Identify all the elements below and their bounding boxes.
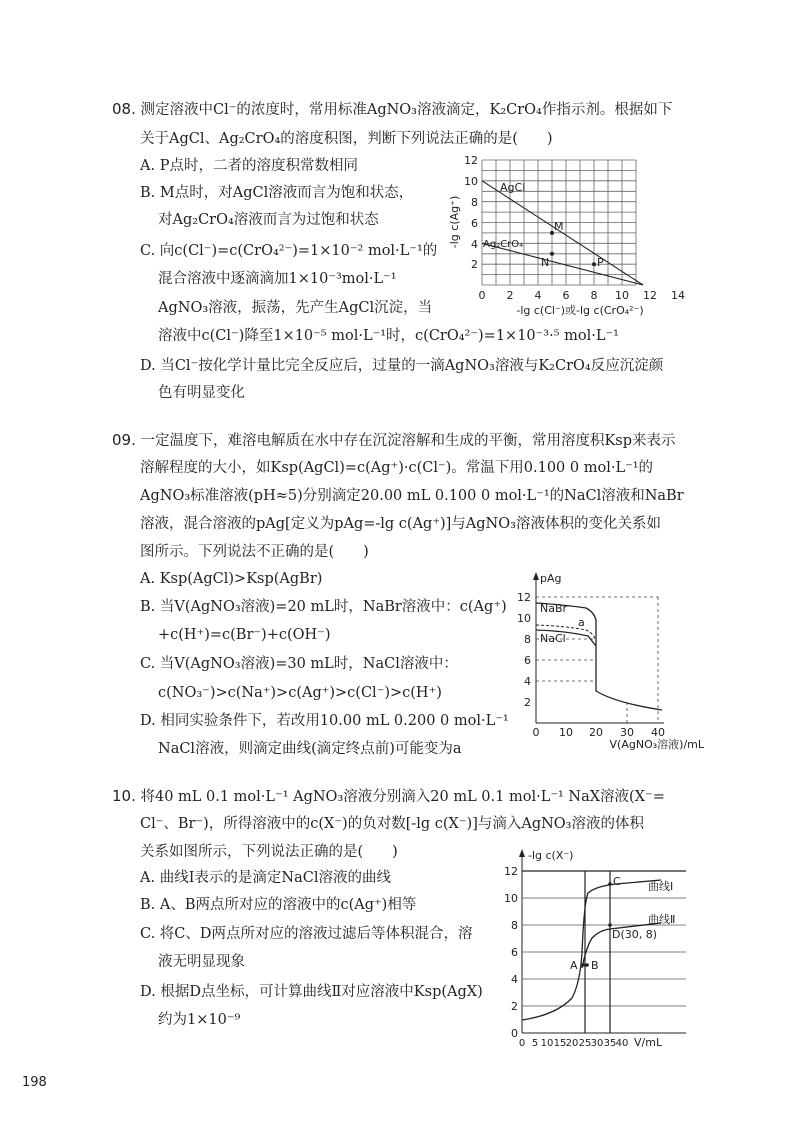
q08-xtick: 8 <box>590 289 598 302</box>
q10-xtick: 10 <box>540 1038 554 1049</box>
nabr-curve <box>536 603 662 710</box>
point-p-label: P <box>597 256 604 269</box>
curve-2-label: 曲线Ⅱ <box>648 913 676 926</box>
q09-option-d-line2: NaCl溶液，则滴定曲线(滴定终点前)可能变为a <box>158 741 462 757</box>
q08-number: 08. <box>112 100 136 118</box>
q10-option-b: B. A、B两点所对应的溶液中的c(Ag⁺)相等 <box>140 897 417 913</box>
q08-option-c-line1: C. 向c(Cl⁻)=c(CrO₄²⁻)=1×10⁻² mol·L⁻¹的 <box>140 243 438 259</box>
point-d <box>608 923 612 927</box>
point-p <box>592 262 596 266</box>
q09-stem2: 溶解程度的大小，如Ksp(AgCl)=c(Ag⁺)·c(Cl⁻)。常温下用0.100 0 mol·L⁻¹的 <box>140 460 654 476</box>
point-m-label: M <box>554 220 564 233</box>
ag2cro4-label: Ag₂CrO₄ <box>483 239 524 250</box>
point-c-label: C <box>613 875 621 888</box>
q09-stem5: 图所示。下列说法不正确的是( ) <box>140 544 369 560</box>
q09-xtick: 10 <box>559 726 573 739</box>
q09-ytick: 12 <box>517 591 531 604</box>
q10-xtick: 30 <box>590 1038 604 1049</box>
q10-xtick: 35 <box>603 1038 617 1049</box>
curve-1 <box>522 880 661 1020</box>
q10-option-d-line2: 约为1×10⁻⁹ <box>158 1012 241 1028</box>
q08-option-a: A. P点时，二者的溶度积常数相同 <box>140 158 358 174</box>
q08-ytick: 2 <box>471 258 478 271</box>
q08-xtick: 14 <box>671 289 685 302</box>
q10-ytick: 6 <box>511 946 518 959</box>
q09-ytick: 10 <box>517 612 531 625</box>
q09-stem3: AgNO₃标准溶液(pH≈5)分别滴定20.00 mL 0.100 0 mol·L⁻¹的NaCl溶液和NaBr <box>140 488 684 504</box>
q09-ytick: 8 <box>524 633 531 646</box>
q10-option-c-line1: C. 将C、D两点所对应的溶液过滤后等体积混合，溶 <box>140 926 473 942</box>
q09-option-a: A. Ksp(AgCl)>Ksp(AgBr) <box>140 571 323 587</box>
q10-ytick: 0 <box>511 1027 518 1040</box>
page-number: 198 <box>22 1075 47 1090</box>
q10-xlabel: V/mL <box>634 1036 663 1049</box>
point-b <box>585 963 589 967</box>
q09-stem1: 一定温度下，难溶电解质在水中存在沉淀溶解和生成的平衡，常用溶度积Ksp来表示 <box>140 433 676 449</box>
q09-xtick: 20 <box>589 726 603 739</box>
q10-option-c-line2: 液无明显现象 <box>158 954 245 970</box>
q08-option-d-line2: 色有明显变化 <box>158 385 245 401</box>
q10-stem3: 关系如图所示，下列说法正确的是( ) <box>140 844 398 860</box>
q10-xtick: 20 <box>565 1038 579 1049</box>
q08-ytick: 6 <box>471 217 478 230</box>
point-a-label: A <box>570 959 578 972</box>
q09-xtick: 40 <box>651 726 665 739</box>
q09-option-b-line1: B. 当V(AgNO₃溶液)=20 mL时，NaBr溶液中：c(Ag⁺) <box>140 599 507 615</box>
point-b-label: B <box>591 959 599 972</box>
q10-option-d-line1: D. 根据D点坐标，可计算曲线Ⅱ对应溶液中Ksp(AgX) <box>140 984 483 1000</box>
q08-option-c-line2: 混合溶液中逐滴滴加1×10⁻³mol·L⁻¹ <box>158 271 397 287</box>
point-a <box>581 963 585 967</box>
q08-ytick: 10 <box>464 175 478 188</box>
q09-ytick: 2 <box>524 696 531 709</box>
q08-xtick: 0 <box>478 289 486 302</box>
q10-ytick: 10 <box>504 892 518 905</box>
q08-option-c-line4: 溶液中c(Cl⁻)降至1×10⁻⁵ mol·L⁻¹时，c(CrO₄²⁻)=1×10⁻³·⁵ mol·L⁻¹ <box>158 328 619 344</box>
q10-line1 <box>112 787 665 806</box>
nacl-label: NaCl <box>540 632 566 645</box>
q10-stem1: 将40 mL 0.1 mol·L⁻¹ AgNO₃溶液分别滴入20 mL 0.1 mol·L⁻¹ NaX溶液(X⁻= <box>140 789 665 805</box>
agcl-label: AgCl <box>500 181 526 194</box>
q08-stem1: 测定溶液中Cl⁻的浓度时，常用标准AgNO₃溶液滴定，K₂CrO₄作指示剂。根据如下 <box>140 102 673 118</box>
q10-xtick: 0 <box>518 1038 526 1049</box>
q09-xtick: 30 <box>620 726 634 739</box>
q08-ylabel: -lg c(Ag⁺) <box>448 195 461 249</box>
curve-1-label: 曲线Ⅰ <box>648 880 674 893</box>
point-c <box>608 882 612 886</box>
curve-a-label: a <box>578 616 585 629</box>
q10-number: 10. <box>112 787 136 805</box>
q08-xtick: 12 <box>643 289 657 302</box>
q10-ytick: 8 <box>511 919 518 932</box>
q09-ylabel: pAg <box>540 572 562 585</box>
q08-xlabel: -lg c(Cl⁻)或-lg c(CrO₄²⁻) <box>516 304 644 317</box>
point-d-label: D(30, 8) <box>612 928 658 941</box>
q09-option-c-line1: C. 当V(AgNO₃溶液)=30 mL时，NaCl溶液中： <box>140 656 458 672</box>
q09-option-c-line2: c(NO₃⁻)>c(Na⁺)>c(Ag⁺)>c(Cl⁻)>c(H⁺) <box>158 685 442 701</box>
q09-line1 <box>112 431 676 450</box>
q10-xtick: 5 <box>531 1038 539 1049</box>
q09-xlabel: V(AgNO₃溶液)/mL <box>609 738 704 750</box>
q08-option-b-line2: 对Ag₂CrO₄溶液而言为过饱和状态 <box>158 212 379 228</box>
q10-xtick: 40 <box>615 1038 629 1049</box>
q09-ytick: 4 <box>524 675 531 688</box>
q08-xtick: 4 <box>534 289 542 302</box>
q09-option-d-line1: D. 相同实验条件下，若改用10.00 mL 0.200 0 mol·L⁻¹ <box>140 713 509 729</box>
q08-ytick: 12 <box>464 154 478 167</box>
q10-ylabel: -lg c(X⁻) <box>528 849 574 862</box>
q10-ytick: 12 <box>504 865 518 878</box>
q10-stem2: Cl⁻、Br⁻)，所得溶液中的c(X⁻)的负对数[-lg c(X⁻)]与滴入AgNO₃溶液的体积 <box>140 816 644 832</box>
q08-option-c-line3: AgNO₃溶液，振荡，先产生AgCl沉淀，当 <box>158 300 433 316</box>
q08-ytick: 4 <box>471 238 478 251</box>
q08-xtick: 6 <box>562 289 570 302</box>
q08-option-b-line1: B. M点时，对AgCl溶液而言为饱和状态， <box>140 185 414 201</box>
q10-ytick: 2 <box>511 1000 518 1013</box>
q10-ytick: 4 <box>511 973 518 986</box>
point-n <box>550 252 554 256</box>
q08-chart <box>440 148 700 324</box>
q08-xtick: 10 <box>615 289 629 302</box>
q08-option-d-line1: D. 当Cl⁻按化学计量比完全反应后，过量的一滴AgNO₃溶液与K₂CrO₄反应沉淀颜 <box>140 358 664 374</box>
q09-xtick: 0 <box>532 726 540 739</box>
q10-chart <box>496 843 706 1053</box>
q09-number: 09. <box>112 431 136 449</box>
q08-xtick: 2 <box>506 289 514 302</box>
nabr-label: NaBr <box>540 602 568 615</box>
q09-stem4: 溶液，混合溶液的pAg[定义为pAg=-lg c(Ag⁺)]与AgNO₃溶液体积的变化关系如 <box>140 516 661 532</box>
q10-xtick: 25 <box>578 1038 592 1049</box>
q09-option-b-line2: +c(H⁺)=c(Br⁻)+c(OH⁻) <box>158 627 331 643</box>
q08-line1 <box>112 100 672 119</box>
q08-stem2: 关于AgCl、Ag₂CrO₄的溶度积图，判断下列说法正确的是( ) <box>140 131 553 147</box>
q10-xtick: 15 <box>553 1038 567 1049</box>
q10-option-a: A. 曲线Ⅰ表示的是滴定NaCl溶液的曲线 <box>140 870 391 886</box>
point-n-label: N <box>541 256 550 269</box>
q09-ytick: 6 <box>524 654 531 667</box>
q08-ytick: 8 <box>471 196 478 209</box>
q09-chart <box>506 568 706 750</box>
